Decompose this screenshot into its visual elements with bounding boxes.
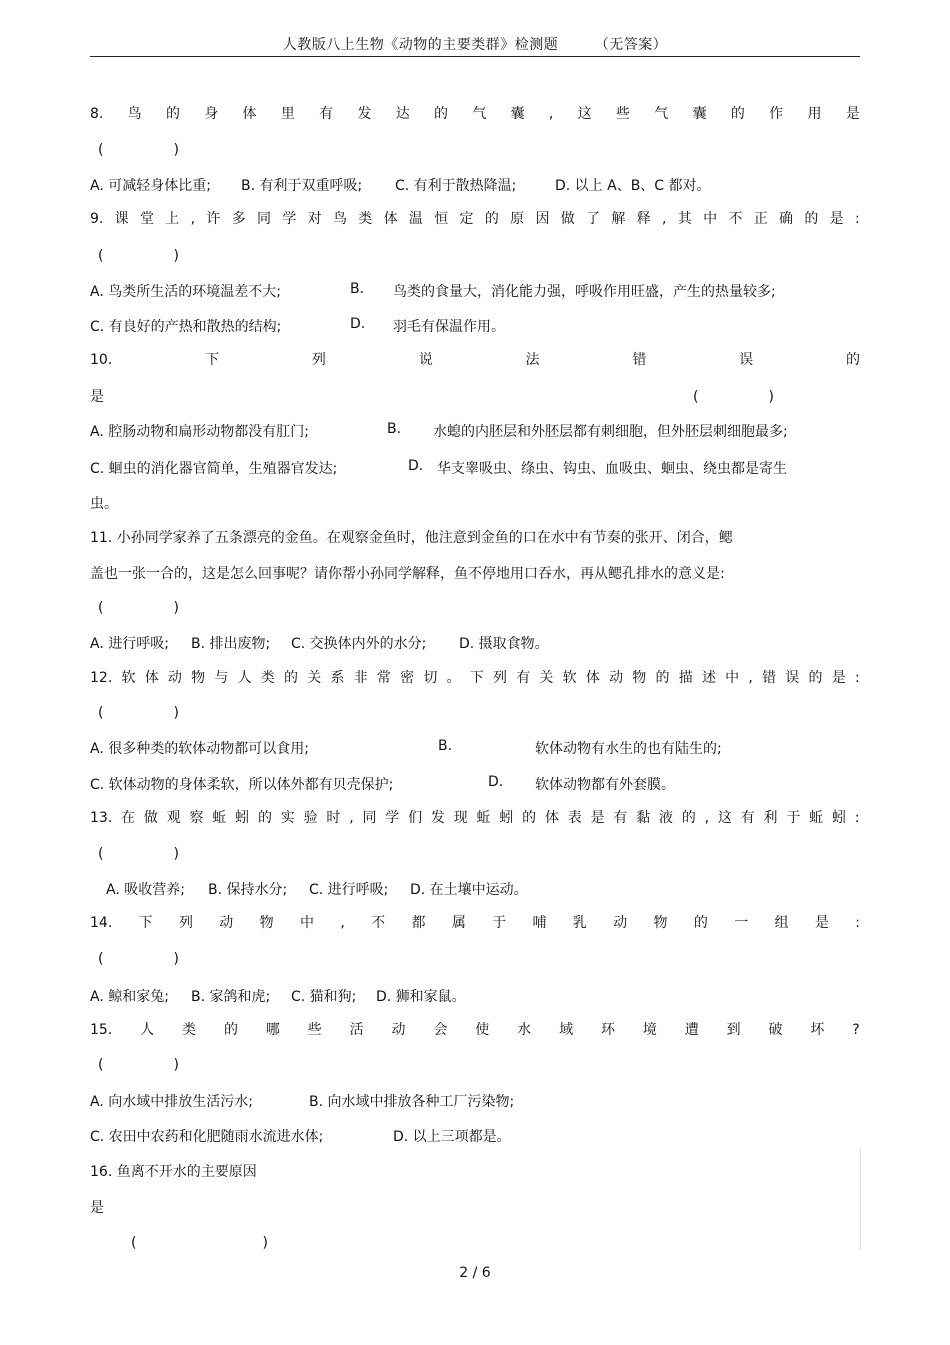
q8-option-b: B. 有利于双重呼吸; <box>241 178 363 194</box>
q12-stem-char: 描 <box>678 670 693 686</box>
q10-option-b: 水螅的内胚层和外胚层都有刺细胞，但外胚层刺细胞最多; <box>433 424 788 440</box>
q8-option-a: A. 可减轻身体比重; <box>90 178 211 194</box>
q9-option-a: A. 鸟类所生活的环境温差不大; <box>90 284 281 300</box>
q10-stem-char: 10. <box>90 352 113 368</box>
q12-stem-char: 有 <box>516 670 531 686</box>
q9-stem <box>90 210 860 228</box>
q9-stem-char: 类 <box>358 211 373 227</box>
q13-stem-char: 是 <box>590 810 605 826</box>
q9-stem-char: 确 <box>779 211 794 227</box>
q13-stem-char: 蚓 <box>235 810 250 826</box>
q12-stem <box>90 669 860 687</box>
q9-stem-char: 许 <box>206 211 221 227</box>
q14-stem-char: , <box>340 915 345 931</box>
q13-stem-char: 蚯 <box>809 810 824 826</box>
q9-stem-char: 学 <box>282 211 297 227</box>
q14-stem-char: 不 <box>371 915 386 931</box>
q9-option-d: 羽毛有保温作用。 <box>393 319 505 335</box>
q12-stem-char: 错 <box>762 670 777 686</box>
q11-stem-continued: 盖也一张一合的，这是怎么回事呢？请你帮小孙同学解释，鱼不停地用口吞水，再从鳃孔排水的意义是: <box>90 566 725 582</box>
q10-option-d: 华支睾吸虫、绦虫、钩虫、血吸虫、蛔虫、绕虫都是寄生 <box>437 461 787 477</box>
q10-stem-char: 误 <box>739 352 754 368</box>
q8-stem-char: 鸟 <box>127 106 142 122</box>
q14-option-a: A. 鲸和家兔; <box>90 989 169 1005</box>
q13-stem-char: 蚯 <box>212 810 227 826</box>
q9-stem-char: 正 <box>753 211 768 227</box>
q13-stem-char: 表 <box>567 810 582 826</box>
q8-stem-char: 的 <box>730 106 745 122</box>
q12-stem-char: , <box>748 670 753 686</box>
q8-answer-paren: ( ) <box>98 142 179 158</box>
q9-stem-char: 的 <box>804 211 819 227</box>
q13-stem-char: 有 <box>740 810 755 826</box>
q15-stem <box>90 1021 860 1039</box>
q13-stem-char: 发 <box>430 810 445 826</box>
q13-stem-char: 的 <box>522 810 537 826</box>
q13-stem-char: 们 <box>408 810 423 826</box>
q12-stem-char: 下 <box>469 670 484 686</box>
q12-option-b: 软体动物有水生的也有陆生的; <box>535 741 722 757</box>
q8-stem-char: 是 <box>845 106 860 122</box>
q9-stem-char: 课 <box>114 211 129 227</box>
q13-stem-char: 于 <box>786 810 801 826</box>
q14-stem-char: 列 <box>178 915 193 931</box>
q13-stem-char: 学 <box>385 810 400 826</box>
q13-stem-char: 察 <box>189 810 204 826</box>
q13-stem-char: 验 <box>303 810 318 826</box>
q13-stem-char: : <box>854 810 860 826</box>
q11-option-a: A. 进行呼吸; <box>90 636 169 652</box>
q9-option-d-letter: D. <box>350 316 366 332</box>
q10-option-c: C. 蛔虫的消化器官简单，生殖器官发达; <box>90 461 338 477</box>
q12-stem-char: 动 <box>609 670 624 686</box>
q9-stem-char: 堂 <box>139 211 154 227</box>
q8-stem-char: , <box>548 106 554 122</box>
q12-stem-char: 误 <box>785 670 800 686</box>
q12-stem-char: 物 <box>632 670 647 686</box>
q15-option-d: D. 以上三项都是。 <box>393 1129 511 1145</box>
q12-stem-char: 的 <box>284 670 299 686</box>
q10-option-d-continued: 虫。 <box>90 496 118 512</box>
q15-stem-char: 的 <box>223 1022 238 1038</box>
q13-stem-char: 实 <box>280 810 295 826</box>
q8-stem-char: 有 <box>319 106 334 122</box>
q15-stem-char: 哪 <box>265 1022 280 1038</box>
q9-option-b-letter: B. <box>350 281 365 297</box>
q9-stem-char: 9. <box>90 211 104 227</box>
q12-stem-char: 动 <box>167 670 182 686</box>
q14-stem-char: 的 <box>693 915 708 931</box>
q11-answer-paren: ( ) <box>98 600 179 616</box>
q9-stem-char: , <box>662 211 667 227</box>
q9-option-c: C. 有良好的产热和散热的结构; <box>90 319 282 335</box>
q11-option-b: B. 排出废物; <box>191 636 271 652</box>
header-divider <box>90 56 860 57</box>
q15-stem-char: 环 <box>600 1022 615 1038</box>
q10-option-d-letter: D. <box>408 458 424 474</box>
q15-stem-char: 破 <box>768 1022 783 1038</box>
q10-stem-char: 下 <box>205 352 220 368</box>
q12-stem-char: 关 <box>307 670 322 686</box>
q14-stem-char: 动 <box>219 915 234 931</box>
q9-stem-char: 上 <box>165 211 180 227</box>
q8-stem <box>90 105 860 123</box>
q13-stem-char: , <box>704 810 710 826</box>
q15-stem-char: 境 <box>642 1022 657 1038</box>
q12-stem-char: 关 <box>539 670 554 686</box>
q12-stem-char: 体 <box>144 670 159 686</box>
q9-stem-char: 温 <box>408 211 423 227</box>
q15-stem-char: 到 <box>726 1022 741 1038</box>
q8-stem-char: 囊 <box>692 106 707 122</box>
q14-stem-char: 组 <box>774 915 789 931</box>
q13-stem-char: 观 <box>166 810 181 826</box>
q9-stem-char: 中 <box>703 211 718 227</box>
q15-stem-char: 动 <box>391 1022 406 1038</box>
q12-answer-paren: ( ) <box>98 705 179 721</box>
q12-option-b-letter: B. <box>438 738 453 754</box>
q9-stem-char: 恒 <box>434 211 449 227</box>
q12-option-d: 软体动物都有外套膜。 <box>535 777 675 793</box>
q8-stem-char: 气 <box>654 106 669 122</box>
q14-option-d: D. 狮和家鼠。 <box>376 989 466 1005</box>
q11-option-d: D. 摄取食物。 <box>459 636 549 652</box>
q12-stem-char: 体 <box>585 670 600 686</box>
q9-stem-char: 原 <box>510 211 525 227</box>
q8-stem-char: 这 <box>577 106 592 122</box>
page-number: 2 / 6 <box>459 1265 491 1281</box>
q12-stem-char: 常 <box>376 670 391 686</box>
q15-stem-char: 活 <box>349 1022 364 1038</box>
q9-stem-char: 多 <box>231 211 246 227</box>
q10-stem-char: 法 <box>525 352 540 368</box>
q13-stem-char: 蚓 <box>499 810 514 826</box>
q14-stem-char: 中 <box>299 915 314 931</box>
q15-stem-char: 域 <box>559 1022 574 1038</box>
q12-option-d-letter: D. <box>488 774 504 790</box>
q12-stem-char: 软 <box>121 670 136 686</box>
q13-stem-char: , <box>349 810 354 826</box>
q14-answer-paren: ( ) <box>98 951 179 967</box>
q10-stem-char: 的 <box>845 352 860 368</box>
q10-option-b-letter: B. <box>387 421 402 437</box>
q12-option-c: C. 软体动物的身体柔软，所以体外都有贝壳保护; <box>90 777 394 793</box>
q14-stem-char: 下 <box>138 915 153 931</box>
q14-stem-char: 动 <box>613 915 628 931</box>
q8-stem-char: 达 <box>395 106 410 122</box>
q10-stem-char: 说 <box>418 352 433 368</box>
q12-stem-char: 人 <box>237 670 252 686</box>
q9-stem-char: : <box>854 211 860 227</box>
q10-stem-char: 错 <box>632 352 647 368</box>
q10-answer-paren: ( ) <box>693 389 774 405</box>
q15-stem-char: 人 <box>140 1022 155 1038</box>
q15-stem-char: 水 <box>517 1022 532 1038</box>
q14-stem-char: 于 <box>492 915 507 931</box>
q13-stem-char: 13. <box>90 810 113 826</box>
q15-stem-char: 15. <box>90 1022 113 1038</box>
q12-stem-char: : <box>854 670 860 686</box>
q13-stem <box>90 809 860 827</box>
q15-stem-char: ? <box>852 1022 860 1038</box>
q13-option-d: D. 在土壤中运动。 <box>410 882 528 898</box>
q14-stem-char: 一 <box>734 915 749 931</box>
q9-stem-char: 不 <box>728 211 743 227</box>
q12-option-a: A. 很多种类的软体动物都可以食用; <box>90 741 309 757</box>
q8-stem-char: 囊 <box>510 106 525 122</box>
q8-stem-char: 些 <box>615 106 630 122</box>
q10-stem <box>90 351 860 369</box>
q12-stem-char: 与 <box>214 670 229 686</box>
q10-stem-continued: 是 <box>90 389 104 405</box>
q8-stem-char: 身 <box>204 106 219 122</box>
q9-option-b: 鸟类的食量大，消化能力强，呼吸作用旺盛，产生的热量较多; <box>393 284 776 300</box>
q9-stem-char: 解 <box>611 211 626 227</box>
q10-option-a: A. 腔肠动物和扁形动物都没有肛门; <box>90 424 309 440</box>
q9-stem-char: 体 <box>383 211 398 227</box>
q15-option-a: A. 向水域中排放生活污水; <box>90 1094 253 1110</box>
q14-option-b: B. 家鸽和虎; <box>191 989 271 1005</box>
q14-stem-char: 属 <box>451 915 466 931</box>
q15-option-b: B. 向水域中排放各种工厂污染物; <box>309 1094 515 1110</box>
q9-stem-char: 鸟 <box>332 211 347 227</box>
q11-option-c: C. 交换体内外的水分; <box>291 636 427 652</box>
q13-stem-char: 液 <box>659 810 674 826</box>
q14-stem-char: : <box>855 915 860 931</box>
q12-stem-char: 非 <box>353 670 368 686</box>
q13-stem-char: 做 <box>143 810 158 826</box>
q10-stem-char: 列 <box>311 352 326 368</box>
q13-stem-char: 在 <box>121 810 136 826</box>
q12-stem-char: 述 <box>701 670 716 686</box>
q12-stem-char: 列 <box>492 670 507 686</box>
q15-answer-paren: ( ) <box>98 1057 179 1073</box>
q16-stem-continued: 是 <box>90 1200 104 1216</box>
q14-option-c: C. 猫和狗; <box>291 989 357 1005</box>
q14-stem-char: 物 <box>653 915 668 931</box>
q14-stem-char: 哺 <box>532 915 547 931</box>
page-edge-rule <box>860 1148 861 1250</box>
q8-stem-char: 用 <box>807 106 822 122</box>
q16-stem: 16. 鱼离不开水的主要原因 <box>90 1164 257 1180</box>
q12-stem-char: 的 <box>808 670 823 686</box>
q12-stem-char: 切 <box>423 670 438 686</box>
q16-answer-paren: ( ) <box>131 1235 268 1251</box>
q9-answer-paren: ( ) <box>98 248 179 264</box>
q13-stem-char: 的 <box>257 810 272 826</box>
q11-stem: 11. 小孙同学家养了五条漂亮的金鱼。在观察金鱼时，他注意到金鱼的口在水中有节奏的张开、闭合，鳃 <box>90 530 733 546</box>
q13-stem-char: 有 <box>613 810 628 826</box>
q8-stem-char: 气 <box>472 106 487 122</box>
q13-stem-char: 黏 <box>636 810 651 826</box>
q12-stem-char: 类 <box>260 670 275 686</box>
q9-stem-char: 释 <box>636 211 651 227</box>
q13-stem-char: 蚓 <box>831 810 846 826</box>
q8-stem-char: 的 <box>434 106 449 122</box>
q12-stem-char: 系 <box>330 670 345 686</box>
q12-stem-char: 的 <box>655 670 670 686</box>
q14-stem-char: 都 <box>411 915 426 931</box>
page-header-title: 人教版八上生物《动物的主要类群》检测题 （无答案） <box>282 37 668 53</box>
q15-stem-char: 使 <box>475 1022 490 1038</box>
q13-stem-char: 蚯 <box>476 810 491 826</box>
q8-stem-char: 8. <box>90 106 104 122</box>
q13-stem-char: 的 <box>681 810 696 826</box>
q9-stem-char: 的 <box>484 211 499 227</box>
q15-stem-char: 类 <box>182 1022 197 1038</box>
q15-stem-char: 坏 <box>810 1022 825 1038</box>
q13-stem-char: 利 <box>763 810 778 826</box>
q9-stem-char: , <box>190 211 196 227</box>
q8-stem-char: 的 <box>165 106 180 122</box>
q14-stem <box>90 914 860 932</box>
q13-stem-char: 这 <box>717 810 732 826</box>
q13-stem-char: 同 <box>362 810 377 826</box>
q9-stem-char: 因 <box>535 211 550 227</box>
q9-stem-char: 其 <box>677 211 692 227</box>
q15-stem-char: 些 <box>307 1022 322 1038</box>
q12-stem-char: 中 <box>725 670 740 686</box>
q12-stem-char: 软 <box>562 670 577 686</box>
q12-stem-char: 物 <box>191 670 206 686</box>
q12-stem-char: 。 <box>446 670 461 686</box>
q13-option-c: C. 进行呼吸; <box>309 882 389 898</box>
q13-answer-paren: ( ) <box>98 846 179 862</box>
q8-option-d: D. 以上 A、B、C 都对。 <box>555 178 711 194</box>
q8-stem-char: 里 <box>280 106 295 122</box>
q14-stem-char: 14. <box>90 915 113 931</box>
q13-stem-char: 时 <box>326 810 341 826</box>
q9-stem-char: 做 <box>560 211 575 227</box>
q9-stem-char: 定 <box>459 211 474 227</box>
q15-option-c: C. 农田中农药和化肥随雨水流进水体; <box>90 1129 324 1145</box>
q8-stem-char: 体 <box>242 106 257 122</box>
q12-stem-char: 12. <box>90 670 113 686</box>
q13-option-a: A. 吸收营养; <box>106 882 185 898</box>
q12-stem-char: 密 <box>400 670 415 686</box>
q13-stem-char: 体 <box>544 810 559 826</box>
q8-stem-char: 发 <box>357 106 372 122</box>
q15-stem-char: 遭 <box>684 1022 699 1038</box>
q12-stem-char: 是 <box>831 670 846 686</box>
q13-stem-char: 现 <box>453 810 468 826</box>
q9-stem-char: 同 <box>257 211 271 227</box>
q14-stem-char: 是 <box>814 915 829 931</box>
q13-option-b: B. 保持水分; <box>208 882 288 898</box>
q15-stem-char: 会 <box>433 1022 448 1038</box>
q9-stem-char: 对 <box>307 211 322 227</box>
q8-option-c: C. 有利于散热降温; <box>395 178 517 194</box>
q14-stem-char: 乳 <box>572 915 587 931</box>
q9-stem-char: 了 <box>586 211 601 227</box>
q9-stem-char: 是 <box>829 211 844 227</box>
q8-stem-char: 作 <box>769 106 784 122</box>
q14-stem-char: 物 <box>259 915 274 931</box>
